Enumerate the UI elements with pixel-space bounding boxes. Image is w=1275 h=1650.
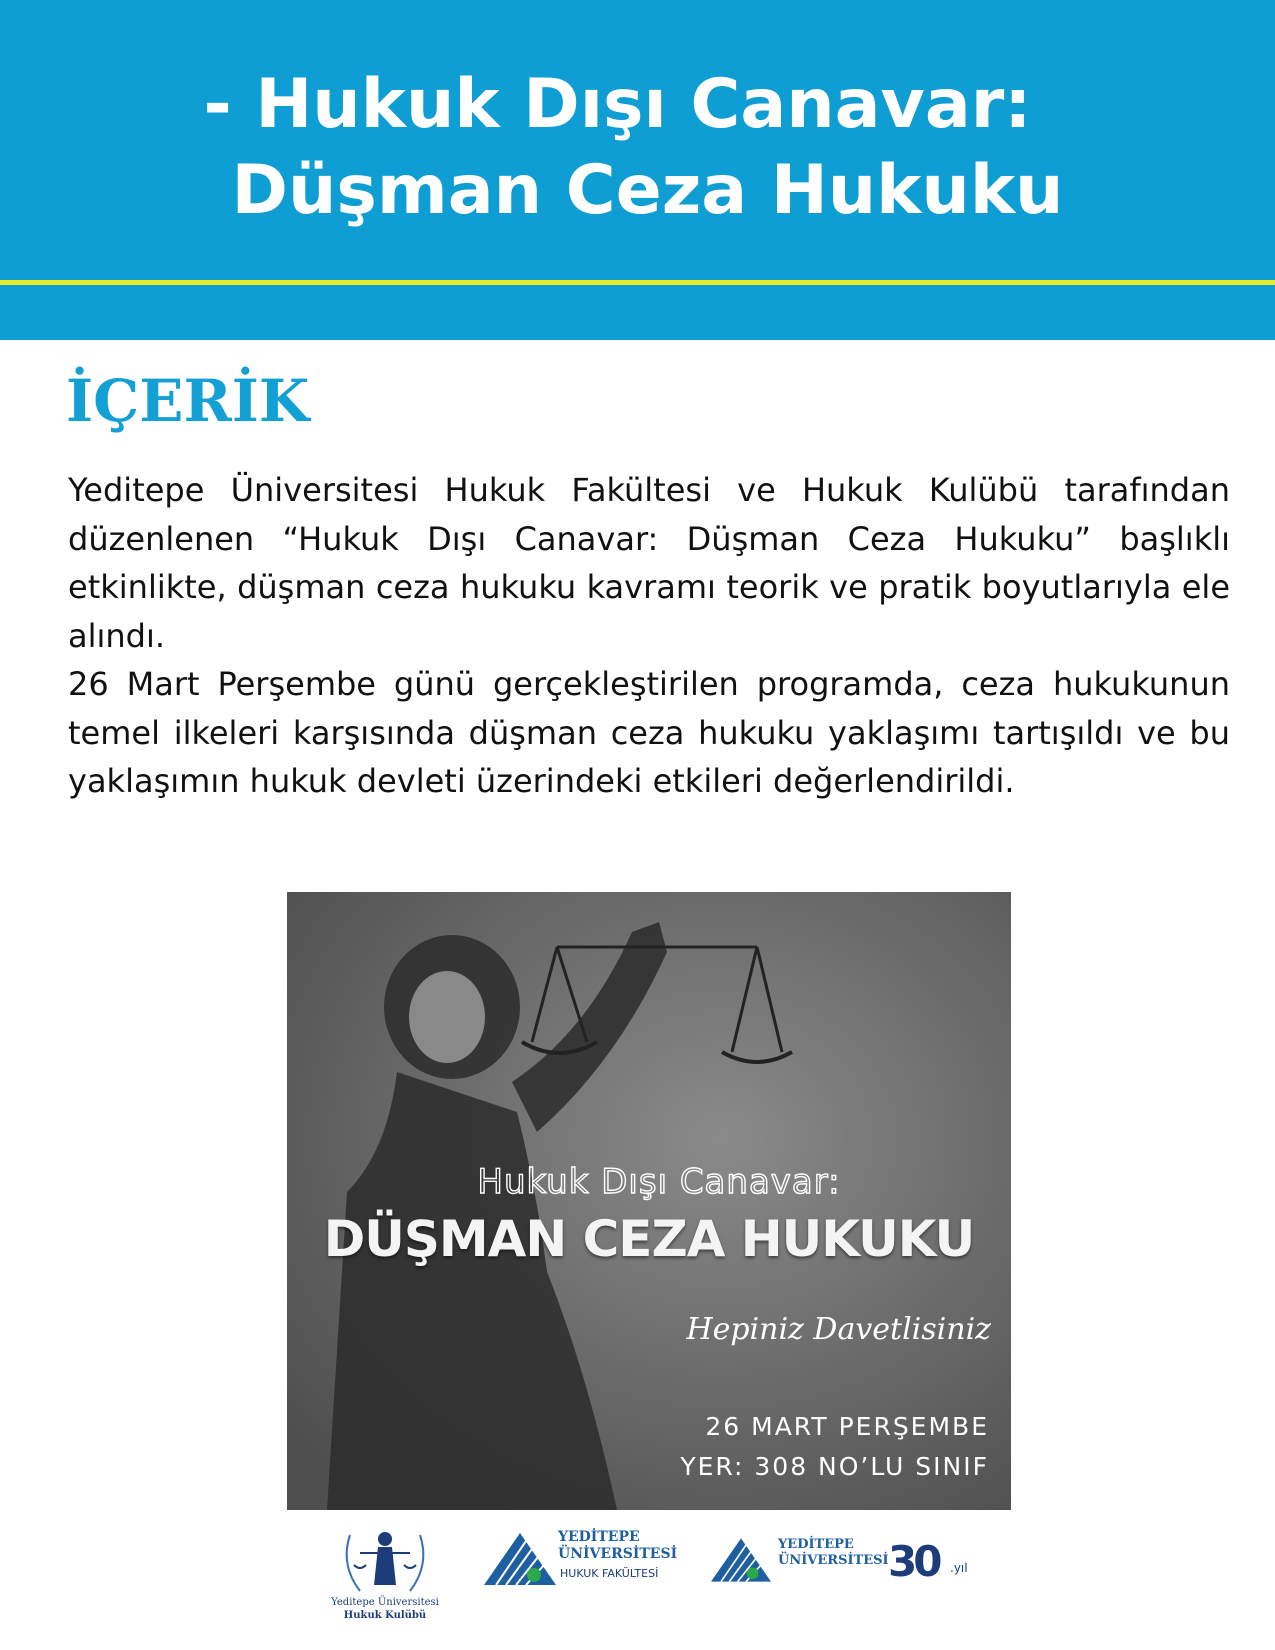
- yeditepe-triangle-icon: [708, 1535, 774, 1585]
- poster-location: YER: 308 NO’LU SINIF: [680, 1452, 989, 1481]
- law-faculty-logo: [482, 1529, 682, 1599]
- yeditepe-triangle-icon: [482, 1529, 558, 1589]
- header-divider: [0, 280, 1275, 285]
- law-club-caption-2: Hukuk Kulübü: [343, 1610, 427, 1621]
- poster-subtitle: Hukuk Dışı Canavar:: [477, 1162, 841, 1202]
- faculty-name-line-3: HUKUK FAKÜLTESİ: [560, 1567, 659, 1580]
- face: [409, 971, 485, 1063]
- faculty-name-line-1: YEDİTEPE: [558, 1529, 640, 1545]
- article-paragraph-1: Yeditepe Üniversitesi Hukuk Fakültesi ve Hukuk Kulübü tarafından düzenlenen “Hukuk Dışı Canavar: Düşman Ceza Hukuku” başlıklı etkinlikte, düşman ceza hukuku kavramı teorik ve pratik boyutlarıyla ele alındı.: [68, 471, 1230, 655]
- sponsor-logos: [0, 1515, 1275, 1621]
- law-club-logo: [330, 1525, 440, 1620]
- page-title-line-1: - Hukuk Dışı Canavar:: [203, 65, 1032, 144]
- anniversary-suffix: .yıl: [950, 1561, 968, 1575]
- article-paragraph-2: 26 Mart Perşembe günü gerçekleştirilen programda, ceza hukukunun temel ilkeleri karşısında düşman ceza hukuku yaklaşımı tartışıldı ve bu yaklaşımın hukuk devleti üzerindeki etkileri değerlendirildi.: [68, 665, 1230, 800]
- anniversary-number: 30: [888, 1537, 939, 1586]
- event-poster: [287, 892, 1011, 1510]
- justice-figure-icon: [330, 1525, 440, 1595]
- poster-invite-text: Hepiniz Davetlisiniz: [686, 1312, 991, 1347]
- university-name-line-2: ÜNİVERSİTESİ: [778, 1553, 889, 1568]
- university-name-line-1: YEDİTEPE: [778, 1537, 854, 1552]
- poster-date: 26 MART PERŞEMBE: [705, 1412, 989, 1441]
- law-club-caption-1: Yeditepe Üniversitesi: [331, 1597, 439, 1608]
- poster-title: DÜŞMAN CEZA HUKUKU: [323, 1210, 975, 1268]
- section-heading: İÇERİK: [66, 367, 310, 435]
- anniversary-logo: [888, 1537, 988, 1587]
- article-body: [68, 466, 1230, 806]
- faculty-name-line-2: ÜNİVERSİTESİ: [558, 1546, 678, 1562]
- page-title-line-2: Düşman Ceza Hukuku: [231, 151, 1064, 230]
- header-banner: [0, 0, 1275, 340]
- page-title: [0, 62, 1275, 234]
- university-logo: [708, 1535, 888, 1595]
